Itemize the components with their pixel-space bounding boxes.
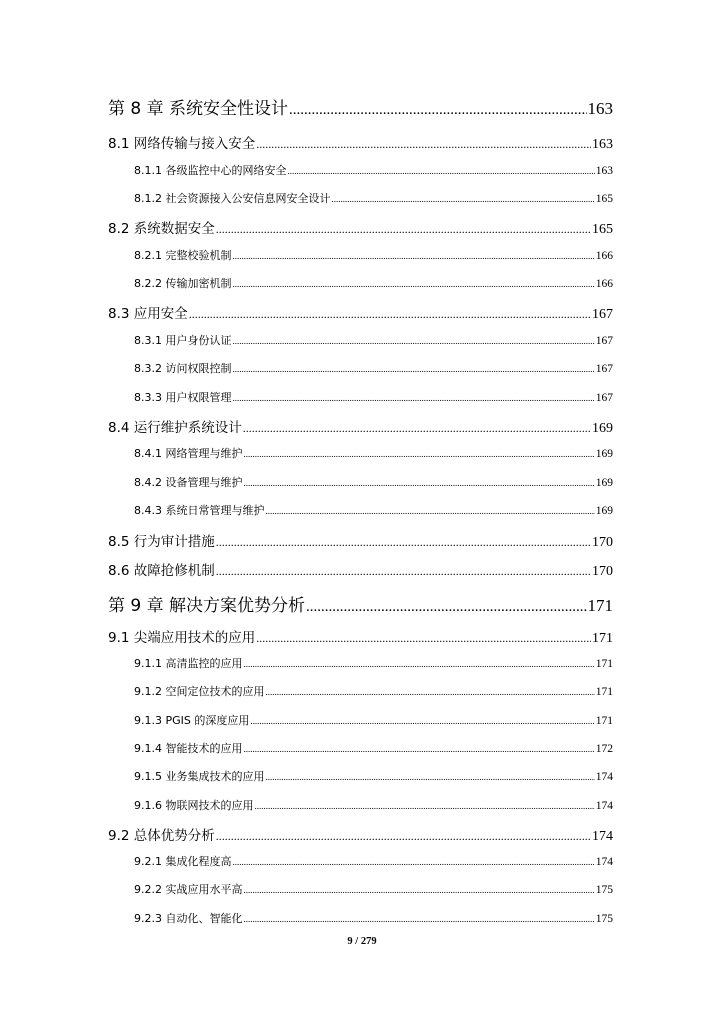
toc-entry-label: 第 9 章 解决方案优势分析: [108, 596, 306, 616]
toc-entry-8-3-1[interactable]: [134, 332, 613, 348]
toc-entry-label: 9.1.1 高清监控的应用: [134, 657, 243, 670]
toc-entry-8-2-1[interactable]: [134, 247, 613, 263]
toc-page-number: 171: [595, 686, 613, 698]
toc-page-number: 163: [595, 165, 613, 177]
toc-page-number: 175: [595, 884, 613, 896]
dot-leader: [255, 801, 595, 811]
toc-entry-label: 8.1 网络传输与接入安全: [108, 136, 256, 152]
toc-entry-label: 8.3 应用安全: [108, 306, 188, 322]
toc-entry-8-4-2[interactable]: [134, 474, 613, 490]
toc-page-number: 174: [595, 800, 613, 812]
toc-entry-label: 8.1.2 社会资源接入公安信息网安全设计: [134, 192, 331, 205]
toc-entry-8-4[interactable]: [108, 416, 613, 437]
dot-leader: [244, 659, 595, 669]
dot-leader: [250, 716, 594, 726]
toc-entry-8-2-2[interactable]: [134, 275, 613, 291]
toc-entry-label: 9.2.3 自动化、智能化: [134, 912, 243, 925]
toc-entry-label: 8.3.2 访问权限控制: [134, 362, 232, 375]
toc-page-number: 170: [592, 535, 613, 550]
toc-page-number: 171: [592, 631, 613, 646]
toc-entry-label: 8.4 运行维护系统设计: [108, 420, 242, 436]
toc-entry-9-1-6[interactable]: [134, 797, 613, 813]
toc-entry-label: 9.1.6 物联网技术的应用: [134, 799, 254, 812]
dot-leader: [189, 307, 591, 322]
toc-entry-8-3[interactable]: [108, 302, 613, 323]
toc-page-number: 163: [592, 137, 613, 152]
toc-entry-9-1-1[interactable]: [134, 655, 613, 671]
toc-entry-label: 8.4.2 设备管理与维护: [134, 476, 243, 489]
toc-entry-8-1-1[interactable]: [134, 162, 613, 178]
dot-leader: [244, 744, 595, 754]
toc-entry-9-1-2[interactable]: [134, 683, 613, 699]
toc-entry-label: 8.2.2 传输加密机制: [134, 277, 232, 290]
toc-entry-label: 9.1.4 智能技术的应用: [134, 742, 243, 755]
dot-leader: [244, 478, 595, 488]
dot-leader: [233, 857, 595, 867]
toc-page-number: 172: [595, 743, 613, 755]
toc-entry-label: 8.3.1 用户身份认证: [134, 334, 232, 347]
toc-entry-label: 第 8 章 系统安全性设计: [108, 99, 289, 119]
toc-entry-9-1-3[interactable]: [134, 712, 613, 728]
toc-entry-label: 9.1.5 业务集成技术的应用: [134, 770, 265, 783]
toc-page-number: 174: [595, 771, 613, 783]
toc-page-number: 169: [595, 448, 613, 460]
toc-entry-label: 8.1.1 各级监控中心的网络安全: [134, 164, 287, 177]
dot-leader: [216, 535, 591, 550]
toc-page-number: 167: [595, 363, 613, 375]
toc-page-number: 167: [595, 392, 613, 404]
toc-page-number: 166: [595, 278, 613, 290]
toc-entry-label: 8.4.3 系统日常管理与维护: [134, 504, 265, 517]
toc-entry-9-1-4[interactable]: [134, 740, 613, 756]
toc-page-number: 174: [592, 829, 613, 844]
toc-page-number: 169: [595, 505, 613, 517]
dot-leader: [244, 885, 595, 895]
dot-leader: [216, 564, 591, 579]
toc-entry-9-1-5[interactable]: [134, 768, 613, 784]
toc-page-number: 171: [587, 596, 613, 615]
toc-entry-label: 8.4.1 网络管理与维护: [134, 447, 243, 460]
toc-entry-9-2-2[interactable]: [134, 881, 613, 897]
toc-entry-9-2-3[interactable]: [134, 910, 613, 926]
toc-entry-9-1[interactable]: [108, 626, 613, 647]
page-indicator: 9 / 279: [347, 936, 377, 947]
dot-leader: [244, 914, 595, 924]
toc-page-number: 167: [595, 335, 613, 347]
toc-entry-label: 9.2.2 实战应用水平高: [134, 883, 243, 896]
toc-page-number: 169: [595, 477, 613, 489]
toc-entry-label: 8.2 系统数据安全: [108, 221, 215, 237]
dot-leader: [306, 599, 586, 616]
dot-leader: [331, 194, 594, 204]
toc-page-number: 163: [587, 99, 613, 118]
toc-page-number: 165: [595, 193, 613, 205]
toc-page-number: 165: [592, 222, 613, 237]
toc-entry-8-1-2[interactable]: [134, 190, 613, 206]
toc-page-number: 169: [592, 421, 613, 436]
toc-entry-label: 8.3.3 用户权限管理: [134, 391, 232, 404]
toc-entry-8-2[interactable]: [108, 217, 613, 238]
toc-page-number: 166: [595, 250, 613, 262]
dot-leader: [216, 829, 591, 844]
dot-leader: [233, 279, 595, 289]
dot-leader: [233, 336, 595, 346]
toc-entry-chapter-9[interactable]: [108, 591, 613, 616]
toc-entry-label: 8.2.1 完整校验机制: [134, 249, 232, 262]
toc-entry-label: 9.2.1 集成化程度高: [134, 855, 232, 868]
dot-leader: [288, 166, 595, 176]
toc-entry-8-5[interactable]: [108, 530, 613, 551]
dot-leader: [266, 506, 595, 516]
toc-page-number: 171: [595, 715, 613, 727]
dot-leader: [289, 102, 586, 119]
toc-page-number: 171: [595, 658, 613, 670]
toc-entry-8-3-2[interactable]: [134, 360, 613, 376]
dot-leader: [256, 137, 591, 152]
toc-page-number: 174: [595, 856, 613, 868]
toc-entry-9-2-1[interactable]: [134, 853, 613, 869]
toc-entry-label: 8.6 故障抢修机制: [108, 563, 215, 579]
dot-leader: [233, 364, 595, 374]
toc-entry-9-2[interactable]: [108, 824, 613, 845]
toc-entry-8-4-1[interactable]: [134, 445, 613, 461]
toc-entry-8-1[interactable]: [108, 132, 613, 153]
toc-entry-chapter-8[interactable]: [108, 94, 613, 119]
toc-entry-label: 9.2 总体优势分析: [108, 828, 215, 844]
toc-entry-8-6[interactable]: [108, 559, 613, 580]
toc-page-number: 175: [595, 913, 613, 925]
toc-entry-8-4-3[interactable]: [134, 502, 613, 518]
dot-leader: [243, 421, 591, 436]
toc-page-number: 167: [592, 307, 613, 322]
dot-leader: [233, 251, 595, 261]
toc-entry-label: 9.1 尖端应用技术的应用: [108, 630, 256, 646]
dot-leader: [244, 449, 595, 459]
toc-entry-label: 9.1.2 空间定位技术的应用: [134, 685, 265, 698]
toc-page-number: 170: [592, 564, 613, 579]
toc-entry-label: 8.5 行为审计措施: [108, 534, 215, 550]
toc-entry-label: 9.1.3 PGIS 的深度应用: [134, 714, 250, 727]
dot-leader: [266, 772, 595, 782]
toc-entry-8-3-3[interactable]: [134, 389, 613, 405]
dot-leader: [216, 222, 591, 237]
dot-leader: [266, 687, 595, 697]
dot-leader: [233, 393, 595, 403]
dot-leader: [256, 631, 591, 646]
